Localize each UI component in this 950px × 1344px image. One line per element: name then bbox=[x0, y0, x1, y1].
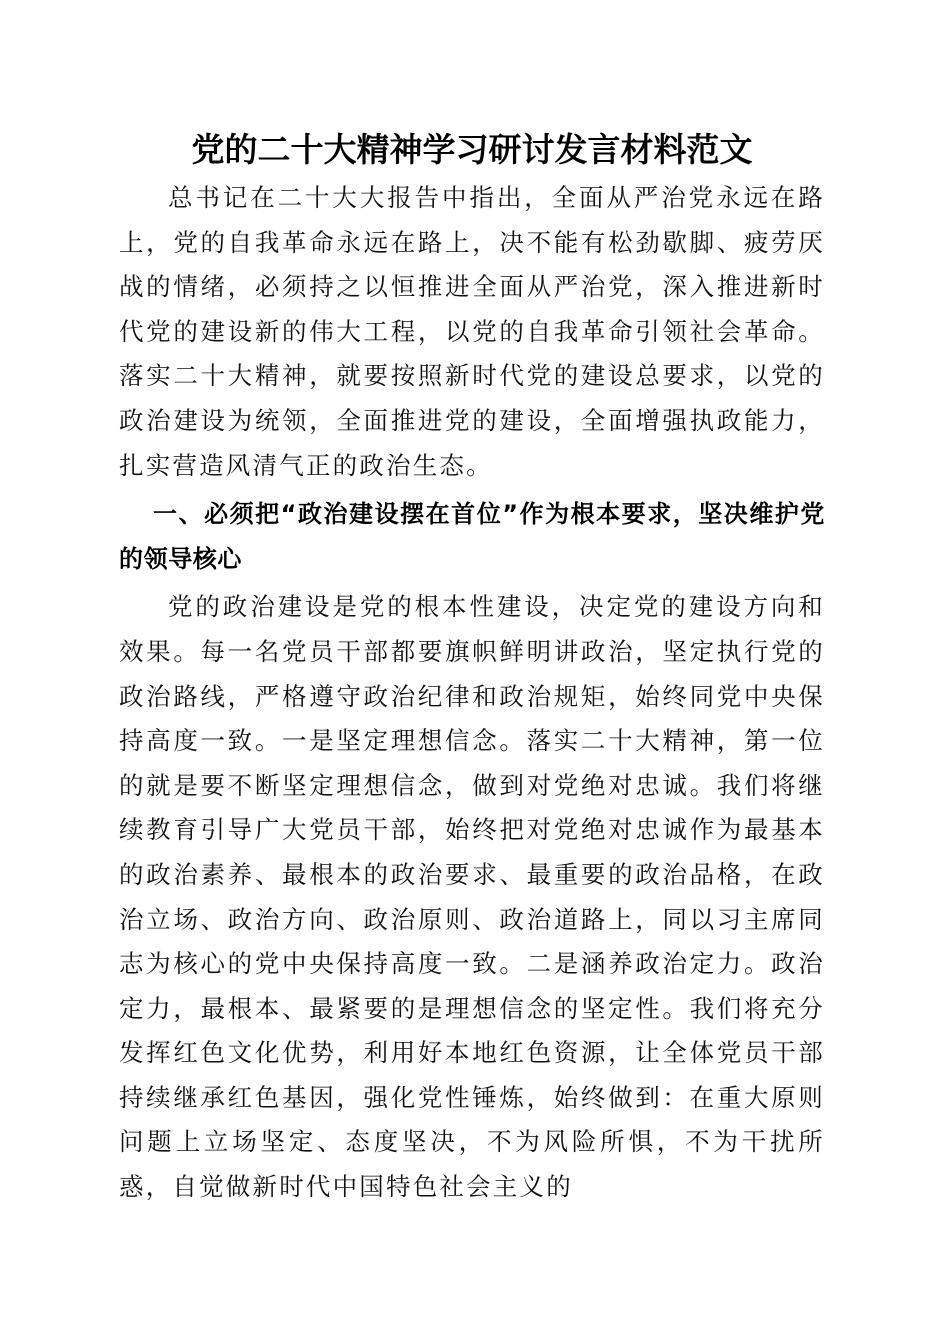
document-body bbox=[119, 128, 825, 1210]
section-1-paragraph: 党的政治建设是党的根本性建设，决定党的建设方向和效果。每一名党员干部都要旗帜鲜明讲政治，坚定执行党的政治路线，严格遵守政治纪律和政治规矩，始终同党中央保持高度一致。一是坚定理想信念。落实二十大精神，第一位的就是要不断坚定理想信念，做到对党绝对忠诚。我们将继续教育引导广大党员干部，始终把对党绝对忠诚作为最基本的政治素养、最根本的政治要求、最重要的政治品格，在政治立场、政治方向、政治原则、政治道路上，同以习主席同志为核心的党中央保持高度一致。二是涵养政治定力。政治定力，最根本、最紧要的是理想信念的坚定性。我们将充分发挥红色文化优势，利用好本地红色资源，让全体党员干部持续继承红色基因，强化党性锤炼，始终做到：在重大原则问题上立场坚定、态度坚决，不为风险所惧，不为干扰所惑，自觉做新时代中国特色社会主义的 bbox=[119, 592, 825, 1202]
section-1-heading: 一、必须把“政治建设摆在首位”作为根本要求，坚决维护党的领导核心 bbox=[119, 500, 825, 573]
document-title: 党的二十大精神学习研讨发言材料范文 bbox=[191, 130, 753, 169]
intro-paragraph: 总书记在二十大大报告中指出，全面从严治党永远在路上，党的自我革命永远在路上，决不能有松劲歇脚、疲劳厌战的情绪，必须持之以恒推进全面从严治党，深入推进新时代党的建设新的伟大工程，以党的自我革命引领社会革命。落实二十大精神，就要按照新时代党的建设总要求，以党的政治建设为统领，全面推进党的建设，全面增强执政能力，扎实营造风清气正的政治生态。 bbox=[119, 183, 825, 480]
